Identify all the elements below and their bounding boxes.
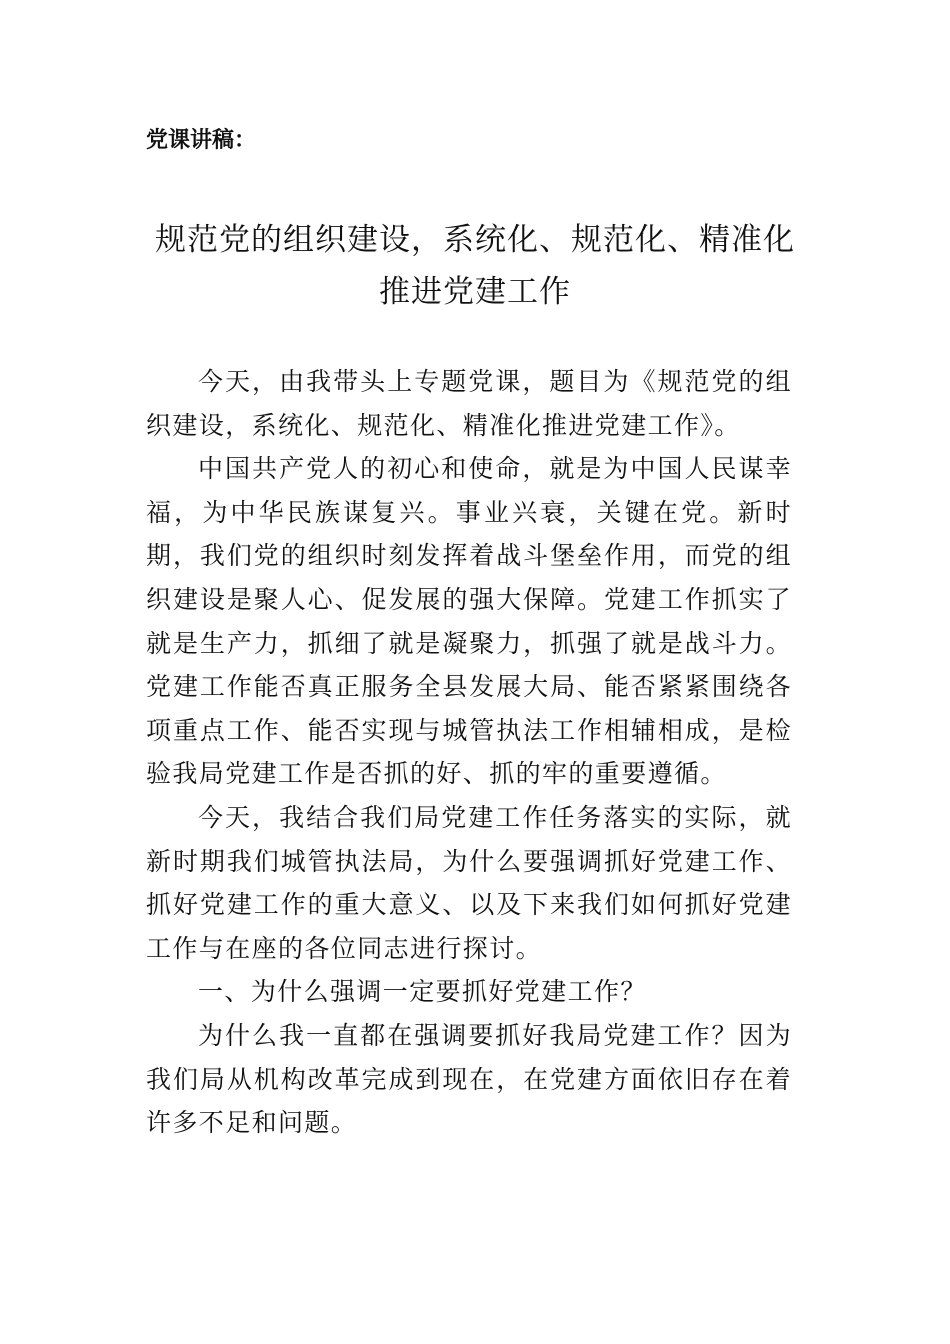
document-body — [146, 360, 792, 1145]
section-heading-1: 一、为什么强调一定要抓好党建工作？ — [198, 977, 647, 1007]
paragraph-mission: 中国共产党人的初心和使命，就是为中国人民谋幸福，为中华民族谋复兴。事业兴衰，关键在党。新时期，我们党的组织时刻发挥着战斗堡垒作用，而党的组织建设是聚人心、促发展的强大保障。党建工作抓实了就是生产力，抓细了就是凝聚力，抓强了就是战斗力。党建工作能否真正服务全县发展大局、能否紧紧围绕各项重点工作、能否实现与城管执法工作相辅相成，是检验我局党建工作是否抓的好、抓的牢的重要遵循。 — [146, 454, 792, 789]
document-title-line-1: 规范党的组织建设，系统化、规范化、精准化 — [155, 222, 795, 258]
paragraph-intro: 今天，由我带头上专题党课，题目为《规范党的组织建设，系统化、规范化、精准化推进党建工作》。 — [146, 367, 792, 440]
document-label: 党课讲稿： — [146, 128, 257, 153]
paragraph-problems: 为什么我一直都在强调要抓好我局党建工作？因为我们局从机构改革完成到现在，在党建方面依旧存在着许多不足和问题。 — [146, 1020, 792, 1138]
paragraph-purpose: 今天，我结合我们局党建工作任务落实的实际，就新时期我们城管执法局，为什么要强调抓好党建工作、抓好党建工作的重大意义、以及下来我们如何抓好党建工作与在座的各位同志进行探讨。 — [146, 802, 792, 963]
document-title-line-2: 推进党建工作 — [379, 274, 571, 310]
